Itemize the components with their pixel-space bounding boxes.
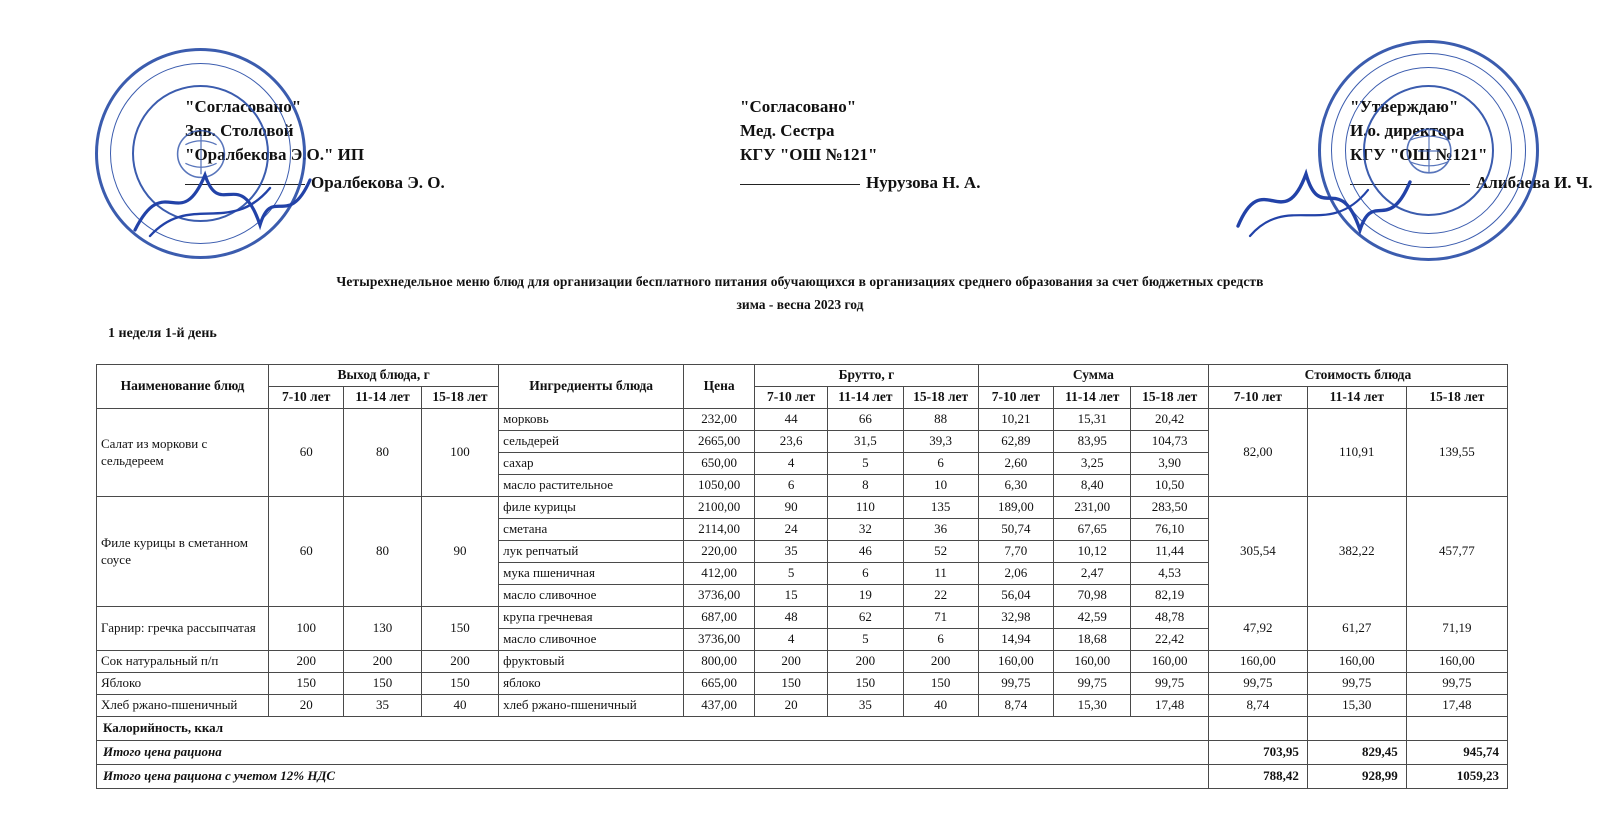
ingredient-brutto-cell: 110 (828, 497, 903, 519)
approval-left-signature-row (185, 171, 445, 195)
ingredient-sum-cell: 2,06 (978, 563, 1053, 585)
ingredient-sum-cell: 99,75 (1131, 673, 1208, 695)
ingredient-sum-cell: 8,74 (978, 695, 1053, 717)
ingredient-brutto-cell: 22 (903, 585, 978, 607)
dish-output-15-18: 150 (421, 607, 498, 651)
ingredient-sum-cell: 189,00 (978, 497, 1053, 519)
ingredient-price-cell: 2100,00 (684, 497, 755, 519)
dish-cost-cell: 99,75 (1307, 673, 1406, 695)
approval-mid-line1: "Согласовано" (740, 97, 857, 116)
ingredient-sum-cell: 160,00 (1131, 651, 1208, 673)
ingredient-brutto-cell: 32 (828, 519, 903, 541)
ingredient-sum-cell: 82,19 (1131, 585, 1208, 607)
ingredient-price-cell: 437,00 (684, 695, 755, 717)
header-output-group: Выход блюда, г (269, 365, 499, 387)
header-brutto-group: Брутто, г (755, 365, 979, 387)
ingredient-price-cell: 1050,00 (684, 475, 755, 497)
ingredient-brutto-cell: 48 (755, 607, 828, 629)
ingredient-brutto-cell: 6 (828, 563, 903, 585)
ingredient-sum-cell: 10,21 (978, 409, 1053, 431)
approval-right-line2: И.о. директора (1350, 121, 1465, 141)
ingredient-name-cell: сельдерей (499, 431, 684, 453)
ingredient-sum-cell: 62,89 (978, 431, 1053, 453)
ingredient-sum-cell: 56,04 (978, 585, 1053, 607)
table-row (97, 607, 1508, 629)
ingredient-price-cell: 687,00 (684, 607, 755, 629)
summary-value-cell: 1059,23 (1406, 765, 1507, 789)
approvals-header (0, 95, 1600, 215)
ingredient-brutto-cell: 40 (903, 695, 978, 717)
summary-value-cell (1208, 717, 1307, 741)
menu-table-body (97, 409, 1508, 717)
header-cost-group: Стоимость блюда (1208, 365, 1507, 387)
ingredient-sum-cell: 67,65 (1054, 519, 1131, 541)
ingredient-price-cell: 2114,00 (684, 519, 755, 541)
ingredient-brutto-cell: 200 (828, 651, 903, 673)
ingredient-price-cell: 665,00 (684, 673, 755, 695)
ingredient-name-cell: морковь (499, 409, 684, 431)
dish-output-15-18: 40 (421, 695, 498, 717)
summary-value-cell: 788,42 (1208, 765, 1307, 789)
summary-value-cell (1307, 717, 1406, 741)
ingredient-name-cell: сахар (499, 453, 684, 475)
dish-output-7-10: 150 (269, 673, 344, 695)
summary-label-cell: Калорийность, ккал (97, 717, 1209, 741)
header-dish-name: Наименование блюд (97, 365, 269, 409)
dish-cost-cell: 71,19 (1406, 607, 1507, 651)
ingredient-brutto-cell: 150 (828, 673, 903, 695)
dish-output-11-14: 200 (344, 651, 421, 673)
ingredient-sum-cell: 99,75 (978, 673, 1053, 695)
dish-cost-cell: 15,30 (1307, 695, 1406, 717)
summary-row (97, 717, 1508, 741)
ingredient-sum-cell: 22,42 (1131, 629, 1208, 651)
ingredient-sum-cell: 2,60 (978, 453, 1053, 475)
ingredient-sum-cell: 283,50 (1131, 497, 1208, 519)
header-row-ages (97, 387, 1508, 409)
ingredient-brutto-cell: 20 (755, 695, 828, 717)
ingredient-sum-cell: 17,48 (1131, 695, 1208, 717)
ingredient-brutto-cell: 52 (903, 541, 978, 563)
ingredient-brutto-cell: 8 (828, 475, 903, 497)
ingredient-sum-cell: 83,95 (1054, 431, 1131, 453)
approval-mid-signature-row (740, 171, 980, 195)
ingredient-price-cell: 3736,00 (684, 629, 755, 651)
ingredient-sum-cell: 15,30 (1054, 695, 1131, 717)
ingredient-sum-cell: 20,42 (1131, 409, 1208, 431)
ingredient-name-cell: филе курицы (499, 497, 684, 519)
ingredient-brutto-cell: 62 (828, 607, 903, 629)
table-row (97, 651, 1508, 673)
header-sum-age-11-14: 11-14 лет (1054, 387, 1131, 409)
header-cost-age-15-18: 15-18 лет (1406, 387, 1507, 409)
ingredient-brutto-cell: 150 (903, 673, 978, 695)
ingredient-sum-cell: 3,25 (1054, 453, 1131, 475)
summary-label-cell: Итого цена рациона с учетом 12% НДС (97, 765, 1209, 789)
ingredient-name-cell: хлеб ржано-пшеничный (499, 695, 684, 717)
approval-right-line3: КГУ "ОШ №121" (1350, 145, 1488, 165)
dish-output-15-18: 200 (421, 651, 498, 673)
dish-name-cell: Салат из моркови с сельдереем (97, 409, 269, 497)
ingredient-brutto-cell: 88 (903, 409, 978, 431)
dish-output-15-18: 100 (421, 409, 498, 497)
ingredient-sum-cell: 18,68 (1054, 629, 1131, 651)
ingredient-brutto-cell: 71 (903, 607, 978, 629)
ingredient-brutto-cell: 90 (755, 497, 828, 519)
header-sum-age-15-18: 15-18 лет (1131, 387, 1208, 409)
dish-cost-cell: 160,00 (1406, 651, 1507, 673)
ingredient-price-cell: 650,00 (684, 453, 755, 475)
ingredient-brutto-cell: 66 (828, 409, 903, 431)
approval-mid-line2: Мед. Сестра (740, 121, 835, 141)
header-brutto-age-7-10: 7-10 лет (755, 387, 828, 409)
ingredient-brutto-cell: 150 (755, 673, 828, 695)
dish-output-15-18: 150 (421, 673, 498, 695)
dish-name-cell: Филе курицы в сметанном соусе (97, 497, 269, 607)
dish-cost-cell: 17,48 (1406, 695, 1507, 717)
dish-cost-cell: 382,22 (1307, 497, 1406, 607)
ingredient-sum-cell: 99,75 (1054, 673, 1131, 695)
dish-cost-cell: 47,92 (1208, 607, 1307, 651)
ingredient-price-cell: 220,00 (684, 541, 755, 563)
ingredient-brutto-cell: 6 (903, 629, 978, 651)
summary-value-cell: 928,99 (1307, 765, 1406, 789)
ingredient-name-cell: крупа гречневая (499, 607, 684, 629)
approval-block-nurse (740, 95, 980, 196)
summary-label-cell: Итого цена рациона (97, 741, 1209, 765)
dish-name-cell: Хлеб ржано-пшеничный (97, 695, 269, 717)
dish-output-11-14: 80 (344, 497, 421, 607)
summary-value-cell: 703,95 (1208, 741, 1307, 765)
week-day-label: 1 неделя 1-й день (108, 326, 217, 341)
ingredient-brutto-cell: 31,5 (828, 431, 903, 453)
header-sum-group: Сумма (978, 365, 1208, 387)
ingredient-sum-cell: 42,59 (1054, 607, 1131, 629)
ingredient-brutto-cell: 5 (828, 453, 903, 475)
ingredient-sum-cell: 8,40 (1054, 475, 1131, 497)
signature-line (740, 183, 860, 185)
approval-left-line3: "Оралбекова Э.О." ИП (185, 145, 365, 165)
header-sum-age-7-10: 7-10 лет (978, 387, 1053, 409)
ingredient-sum-cell: 3,90 (1131, 453, 1208, 475)
dish-output-11-14: 150 (344, 673, 421, 695)
ingredient-sum-cell: 32,98 (978, 607, 1053, 629)
dish-cost-cell: 61,27 (1307, 607, 1406, 651)
ingredient-brutto-cell: 11 (903, 563, 978, 585)
menu-table-head (97, 365, 1508, 409)
dish-cost-cell: 305,54 (1208, 497, 1307, 607)
ingredient-name-cell: сметана (499, 519, 684, 541)
dish-output-7-10: 60 (269, 497, 344, 607)
ingredient-sum-cell: 70,98 (1054, 585, 1131, 607)
table-row (97, 695, 1508, 717)
ingredient-brutto-cell: 23,6 (755, 431, 828, 453)
ingredient-name-cell: масло сливочное (499, 629, 684, 651)
dish-name-cell: Сок натуральный п/п (97, 651, 269, 673)
dish-cost-cell: 99,75 (1208, 673, 1307, 695)
ingredient-brutto-cell: 5 (828, 629, 903, 651)
dish-output-7-10: 20 (269, 695, 344, 717)
header-cost-age-11-14: 11-14 лет (1307, 387, 1406, 409)
summary-row (97, 741, 1508, 765)
header-output-age-15-18: 15-18 лет (421, 387, 498, 409)
ingredient-sum-cell: 6,30 (978, 475, 1053, 497)
ingredient-price-cell: 232,00 (684, 409, 755, 431)
ingredient-name-cell: масло сливочное (499, 585, 684, 607)
ingredient-brutto-cell: 24 (755, 519, 828, 541)
ingredient-brutto-cell: 19 (828, 585, 903, 607)
dish-output-11-14: 35 (344, 695, 421, 717)
approval-left-line1: "Согласовано" (185, 97, 302, 116)
ingredient-name-cell: масло растительное (499, 475, 684, 497)
ingredient-sum-cell: 50,74 (978, 519, 1053, 541)
ingredient-sum-cell: 160,00 (1054, 651, 1131, 673)
dish-name-cell: Гарнир: гречка рассыпчатая (97, 607, 269, 651)
ingredient-brutto-cell: 10 (903, 475, 978, 497)
approval-mid-line3: КГУ "ОШ №121" (740, 145, 878, 165)
approval-right-signer: Алибаева И. Ч. (1476, 173, 1593, 193)
ingredient-sum-cell: 231,00 (1054, 497, 1131, 519)
table-row (97, 497, 1508, 519)
dish-output-11-14: 130 (344, 607, 421, 651)
dish-cost-cell: 139,55 (1406, 409, 1507, 497)
ingredient-brutto-cell: 35 (828, 695, 903, 717)
ingredient-price-cell: 800,00 (684, 651, 755, 673)
ingredient-brutto-cell: 36 (903, 519, 978, 541)
ingredient-sum-cell: 10,12 (1054, 541, 1131, 563)
ingredient-sum-cell: 4,53 (1131, 563, 1208, 585)
ingredient-name-cell: мука пшеничная (499, 563, 684, 585)
dish-output-7-10: 200 (269, 651, 344, 673)
ingredient-sum-cell: 2,47 (1054, 563, 1131, 585)
table-row (97, 673, 1508, 695)
ingredient-sum-cell: 48,78 (1131, 607, 1208, 629)
ingredient-brutto-cell: 6 (755, 475, 828, 497)
ingredient-sum-cell: 76,10 (1131, 519, 1208, 541)
dish-cost-cell: 99,75 (1406, 673, 1507, 695)
approval-block-director (1350, 95, 1593, 196)
dish-cost-cell: 160,00 (1307, 651, 1406, 673)
signature-line (185, 183, 305, 185)
header-cost-age-7-10: 7-10 лет (1208, 387, 1307, 409)
dish-cost-cell: 160,00 (1208, 651, 1307, 673)
ingredient-name-cell: лук репчатый (499, 541, 684, 563)
document-subtitle: зима - весна 2023 год (736, 297, 864, 312)
ingredient-brutto-cell: 15 (755, 585, 828, 607)
ingredient-brutto-cell: 135 (903, 497, 978, 519)
menu-table (96, 364, 1508, 789)
approval-mid-signer: Нурузова Н. А. (866, 173, 981, 193)
header-output-age-7-10: 7-10 лет (269, 387, 344, 409)
dish-cost-cell: 82,00 (1208, 409, 1307, 497)
ingredient-sum-cell: 160,00 (978, 651, 1053, 673)
header-brutto-age-11-14: 11-14 лет (828, 387, 903, 409)
header-price: Цена (684, 365, 755, 409)
ingredient-sum-cell: 7,70 (978, 541, 1053, 563)
dish-output-7-10: 60 (269, 409, 344, 497)
ingredient-sum-cell: 10,50 (1131, 475, 1208, 497)
approval-left-signer: Оралбекова Э. О. (311, 173, 445, 193)
header-ingredients: Ингредиенты блюда (499, 365, 684, 409)
ingredient-sum-cell: 11,44 (1131, 541, 1208, 563)
ingredient-brutto-cell: 6 (903, 453, 978, 475)
header-row-groups (97, 365, 1508, 387)
ingredient-brutto-cell: 200 (755, 651, 828, 673)
ingredient-price-cell: 3736,00 (684, 585, 755, 607)
ingredient-brutto-cell: 46 (828, 541, 903, 563)
dish-cost-cell: 110,91 (1307, 409, 1406, 497)
dish-name-cell: Яблоко (97, 673, 269, 695)
menu-table-container (96, 364, 1508, 789)
approval-right-line1: "Утверждаю" (1350, 97, 1459, 116)
summary-row (97, 765, 1508, 789)
table-row (97, 409, 1508, 431)
approval-right-signature-row (1350, 171, 1593, 195)
dish-cost-cell: 8,74 (1208, 695, 1307, 717)
summary-value-cell (1406, 717, 1507, 741)
header-output-age-11-14: 11-14 лет (344, 387, 421, 409)
ingredient-sum-cell: 15,31 (1054, 409, 1131, 431)
ingredient-name-cell: фруктовый (499, 651, 684, 673)
ingredient-price-cell: 2665,00 (684, 431, 755, 453)
ingredient-brutto-cell: 4 (755, 629, 828, 651)
dish-output-7-10: 100 (269, 607, 344, 651)
document-title: Четырехнедельное меню блюд для организации бесплатного питания обучающихся в организациях среднего образования за счет бюджетных средств (336, 274, 1264, 289)
ingredient-brutto-cell: 4 (755, 453, 828, 475)
ingredient-sum-cell: 104,73 (1131, 431, 1208, 453)
approval-left-line2: Зав. Столовой (185, 121, 294, 141)
ingredient-brutto-cell: 44 (755, 409, 828, 431)
dish-output-11-14: 80 (344, 409, 421, 497)
ingredient-brutto-cell: 35 (755, 541, 828, 563)
approval-block-canteen (185, 95, 445, 196)
signature-line (1350, 183, 1470, 185)
ingredient-name-cell: яблоко (499, 673, 684, 695)
ingredient-brutto-cell: 5 (755, 563, 828, 585)
ingredient-sum-cell: 14,94 (978, 629, 1053, 651)
header-brutto-age-15-18: 15-18 лет (903, 387, 978, 409)
ingredient-price-cell: 412,00 (684, 563, 755, 585)
summary-value-cell: 945,74 (1406, 741, 1507, 765)
ingredient-brutto-cell: 39,3 (903, 431, 978, 453)
dish-output-15-18: 90 (421, 497, 498, 607)
menu-table-foot (97, 717, 1508, 789)
dish-cost-cell: 457,77 (1406, 497, 1507, 607)
ingredient-brutto-cell: 200 (903, 651, 978, 673)
summary-value-cell: 829,45 (1307, 741, 1406, 765)
